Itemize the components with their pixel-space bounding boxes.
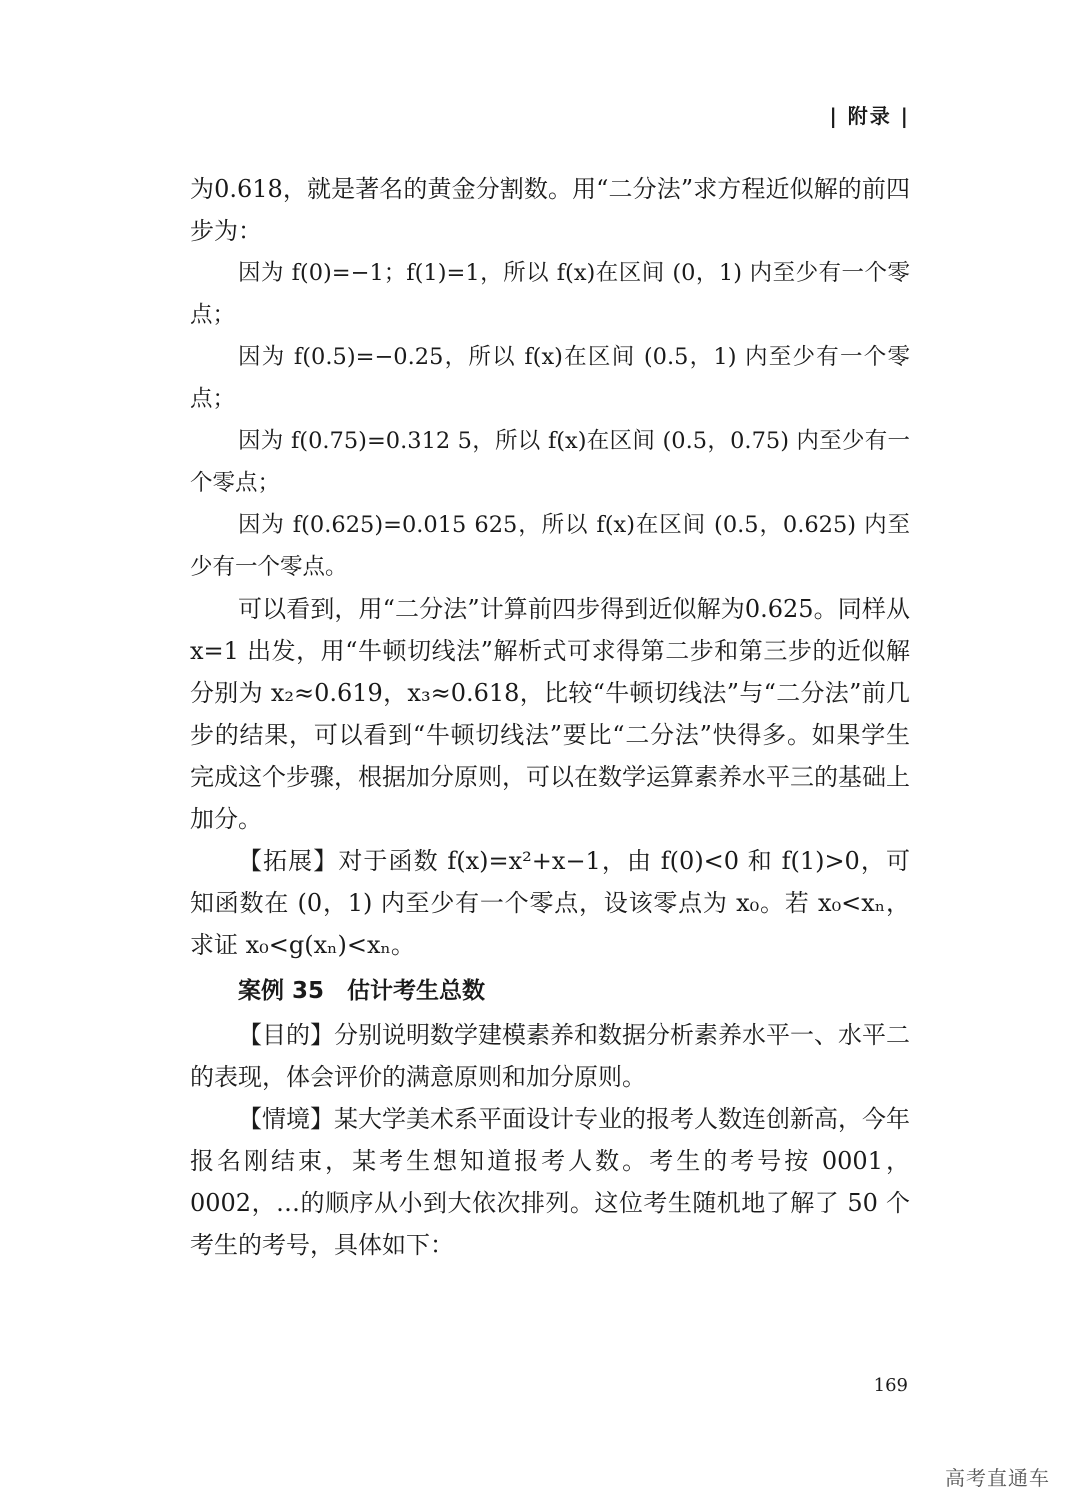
paragraph-extension — [190, 840, 910, 966]
scenario-label: 【情境】 — [238, 1105, 334, 1133]
bisection-step-4: 因为 f(0.625)=0.015 625，所以 f(x)在区间 (0.5，0.625) 内至少有一个零点。 — [190, 512, 910, 580]
bisection-step-2: 因为 f(0.5)=−0.25，所以 f(x)在区间 (0.5，1) 内至少有一个零点； — [190, 344, 910, 412]
paragraph-scenario — [190, 1098, 910, 1266]
paragraph-golden-ratio: 为0.618，就是著名的黄金分割数。用“二分法”求方程近似解的前四步为： — [190, 175, 910, 245]
page-body — [190, 168, 910, 1266]
bisection-step-1: 因为 f(0)=−1；f(1)=1，所以 f(x)在区间 (0，1) 内至少有一个零点； — [190, 260, 910, 328]
paragraph-newton-comparison: 可以看到，用“二分法”计算前四步得到近似解为0.625。同样从 x=1 出发，用“牛顿切线法”解析式可求得第二步和第三步的近似解分别为 x₂≈0.619，x₃≈0.618，比较“牛顿切线法”与“二分法”前几步的结果，可以看到“牛顿切线法”要比“二分法”快得多。如果学生完成这个步骤，根据加分原则，可以在数学运算素养水平三的基础上加分。 — [190, 595, 910, 833]
purpose-text: 分别说明数学建模素养和数据分析素养水平一、水平二的表现，体会评价的满意原则和加分原则。 — [190, 1021, 910, 1091]
purpose-label: 【目的】 — [238, 1021, 334, 1049]
scenario-text: 某大学美术系平面设计专业的报考人数连创新高，今年报名刚结束，某考生想知道报考人数。考生的考号按 0001，0002，…的顺序从小到大依次排列。这位考生随机地了解了 50 个考生的考号，具体如下： — [190, 1105, 910, 1259]
page-number: 169 — [873, 1375, 908, 1396]
running-head: | 附录 | — [829, 104, 910, 128]
paragraph-purpose — [190, 1014, 910, 1098]
extension-text: 对于函数 f(x)=x²+x−1，由 f(0)<0 和 f(1)>0，可知函数在 (0，1) 内至少有一个零点，设该零点为 x₀。若 x₀<xₙ，求证 x₀<g(xₙ)<xₙ。 — [190, 847, 910, 959]
extension-label: 【拓展】 — [238, 847, 339, 875]
bisection-step-3: 因为 f(0.75)=0.312 5，所以 f(x)在区间 (0.5，0.75) 内至少有一个零点； — [190, 428, 910, 496]
case-title: 案例 35 估计考生总数 — [238, 978, 486, 1004]
watermark: 高考直通车 — [945, 1466, 1050, 1490]
